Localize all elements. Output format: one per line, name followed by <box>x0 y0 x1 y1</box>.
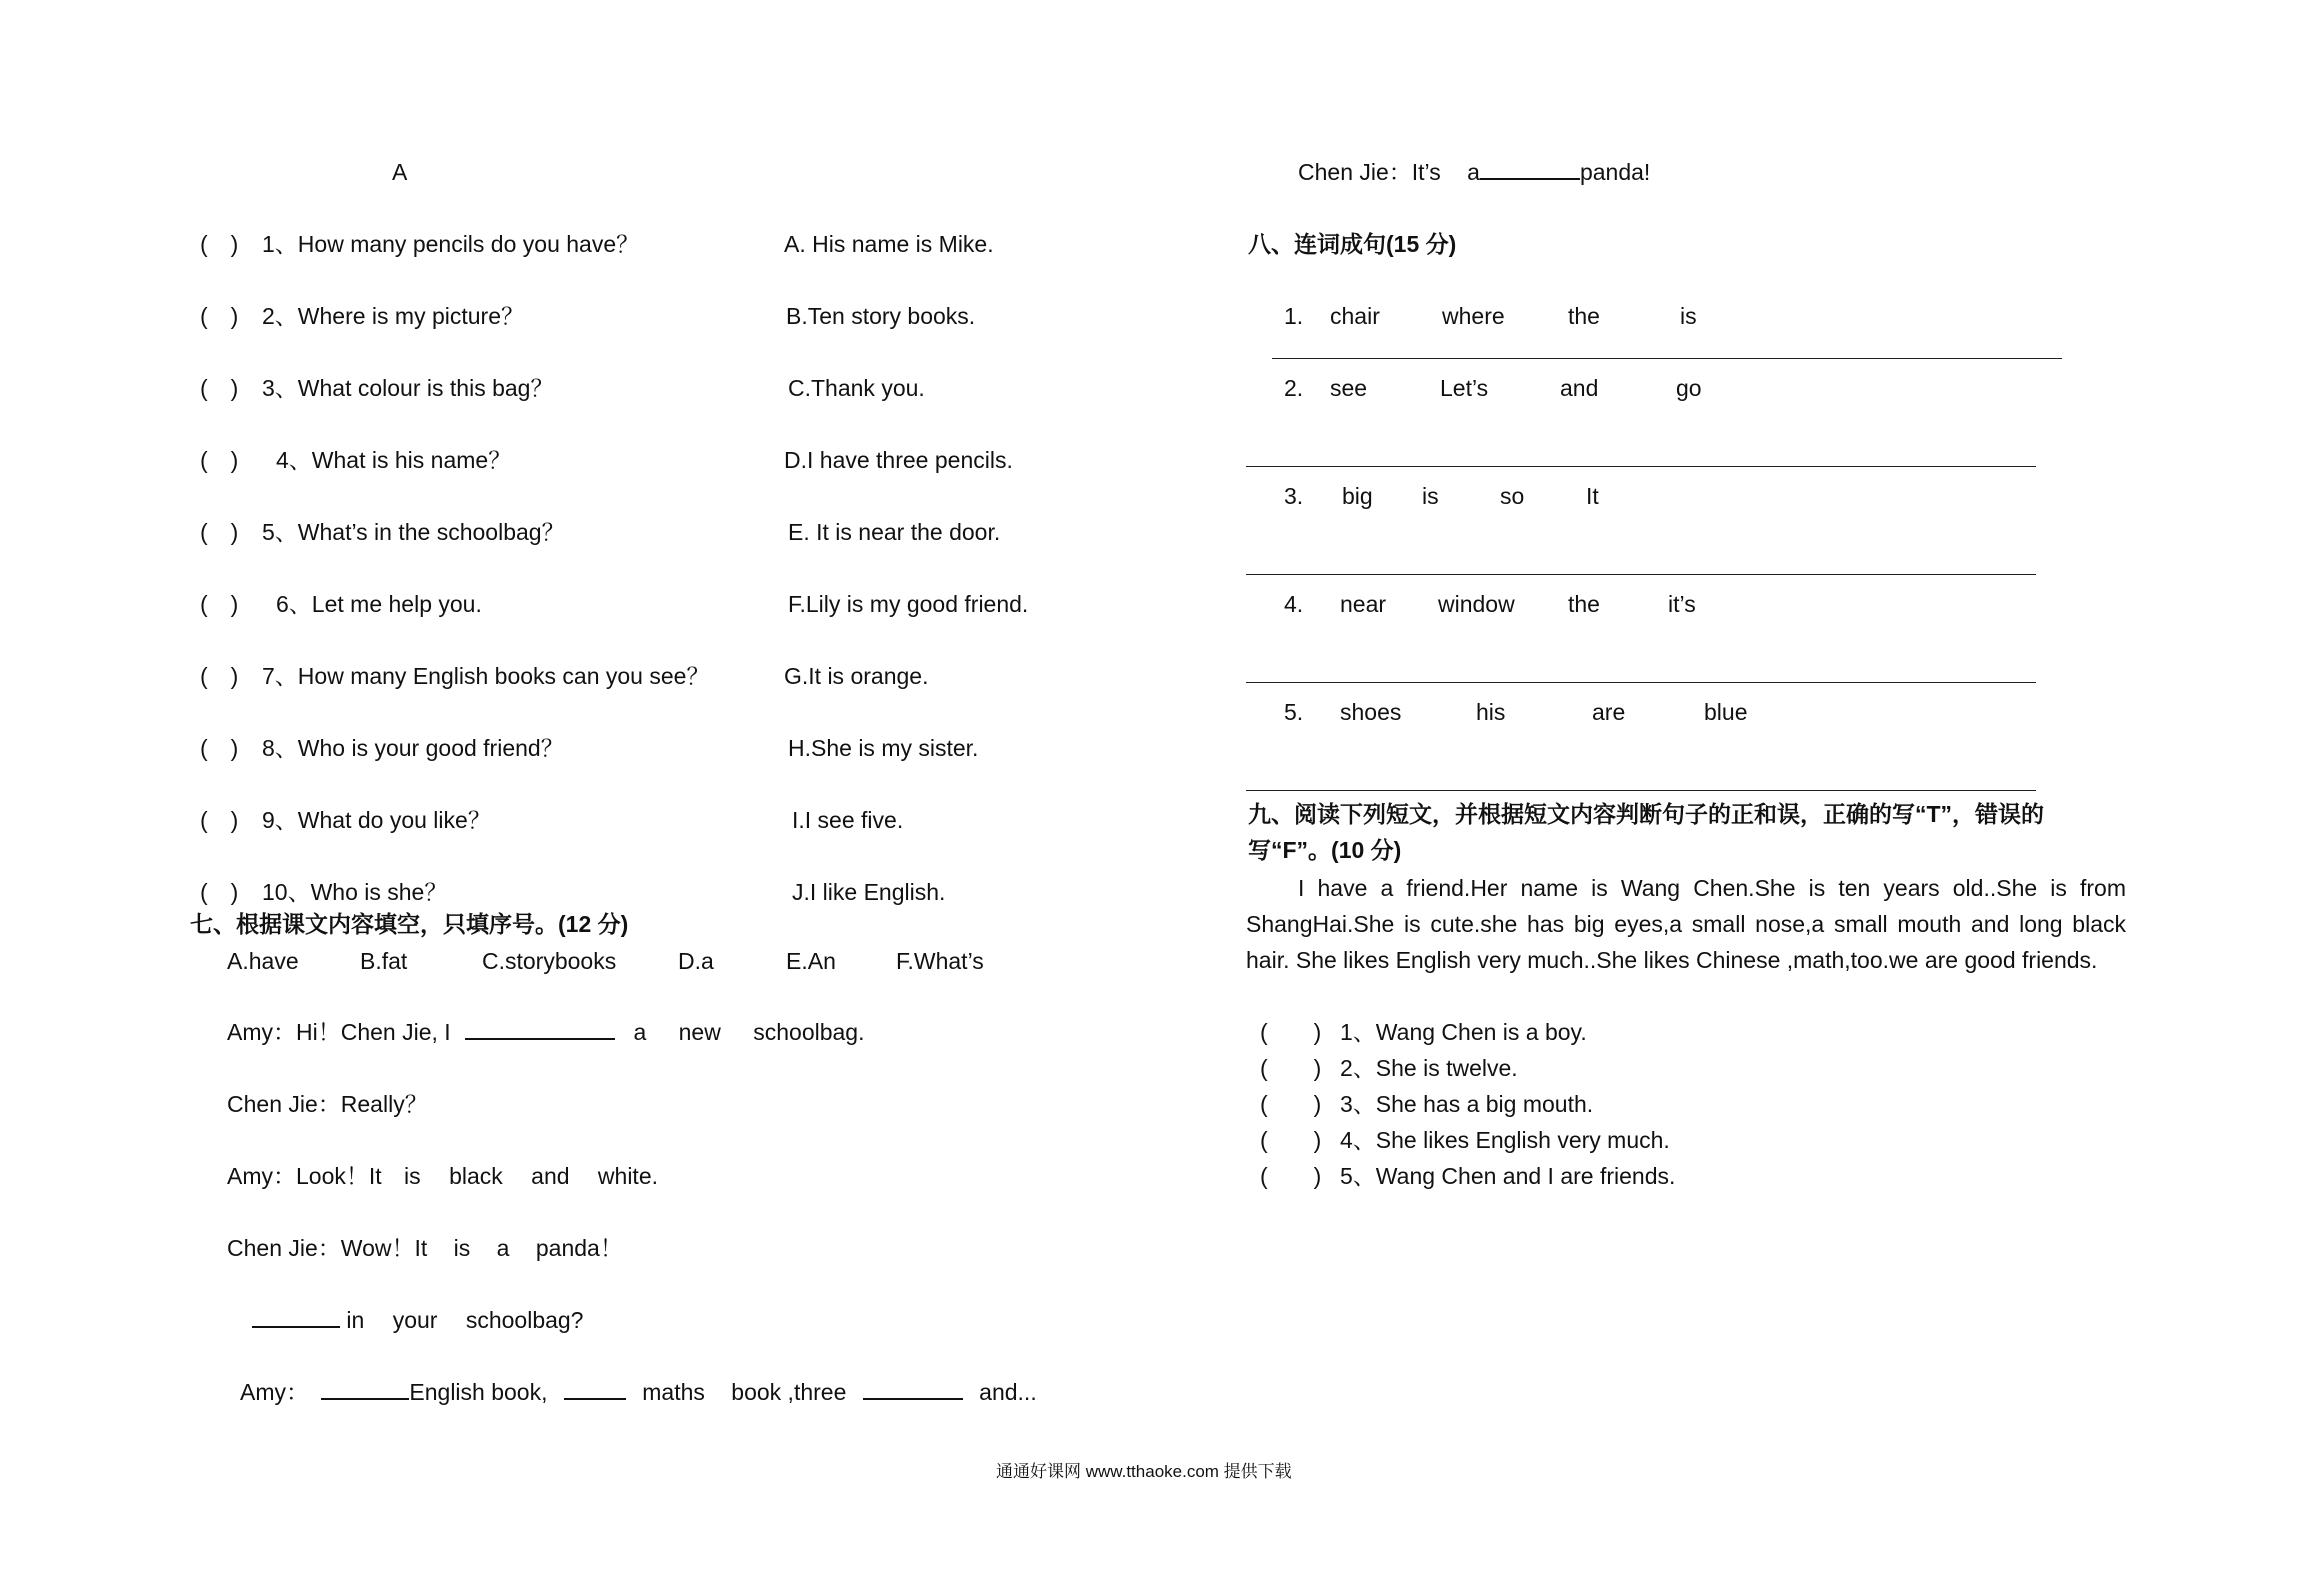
answer-paren[interactable]: ( ) <box>1260 1163 1322 1189</box>
section-7-title: 七、根据课文内容填空，只填序号。(12 分) <box>190 911 629 937</box>
dialog-speaker-text: Amy：Hi！Chen Jie, I <box>227 1019 451 1045</box>
word: window <box>1438 591 1515 617</box>
statement-text: 1、Wang Chen is a boy. <box>1340 1019 1587 1045</box>
word: see <box>1330 375 1368 401</box>
word: it’s <box>1668 591 1696 617</box>
page-footer: 通通好课网 www.tthaoke.com 提供下载 <box>996 1462 1292 1481</box>
fill-blank[interactable] <box>321 1378 409 1400</box>
answer-paren[interactable]: ( ) <box>1260 1091 1322 1117</box>
option-c: C.storybooks <box>482 948 617 974</box>
dialog-word: a <box>1467 159 1480 185</box>
answer-paren[interactable]: ( ) <box>1260 1055 1322 1081</box>
dialog-word: a <box>633 1019 647 1045</box>
dialog-word: Chen Jie：Wow！It <box>227 1235 428 1261</box>
answer-option: A. His name is Mike. <box>784 231 994 257</box>
word: the <box>1568 591 1600 617</box>
word: is <box>1680 303 1697 329</box>
dialog-line <box>252 1306 583 1334</box>
answer-line[interactable] <box>1246 682 2036 683</box>
word: big <box>1342 483 1373 509</box>
dialog-word: and... <box>979 1379 1037 1405</box>
question-text: 1、How many pencils do you have？ <box>262 231 640 257</box>
dialog-word: English book, <box>409 1379 548 1405</box>
dialog-word: panda! <box>1579 159 1651 185</box>
answer-paren[interactable]: ( ) <box>200 807 239 833</box>
item-number: 1. <box>1284 303 1304 329</box>
option-b: B.fat <box>360 948 408 974</box>
dialog-line <box>227 1234 623 1262</box>
dialog-line <box>227 1018 864 1046</box>
dialog-word: book ,three <box>731 1379 847 1405</box>
statement-text: 2、She is twelve. <box>1340 1055 1518 1081</box>
dialog-line <box>227 1162 658 1190</box>
answer-line[interactable] <box>1272 358 2062 359</box>
answer-paren[interactable]: ( ) <box>200 303 239 329</box>
word: is <box>1422 483 1439 509</box>
answer-paren[interactable]: ( ) <box>200 591 239 617</box>
item-number: 4. <box>1284 591 1304 617</box>
dialog-word: schoolbag? <box>465 1307 584 1333</box>
answer-paren[interactable]: ( ) <box>1260 1019 1322 1045</box>
option-d: D.a <box>678 948 714 974</box>
column-a-label: A <box>392 159 408 185</box>
answer-paren[interactable]: ( ) <box>200 879 239 905</box>
fill-blank[interactable] <box>863 1378 963 1400</box>
answer-paren[interactable]: ( ) <box>200 375 239 401</box>
section-8-title: 八、连词成句(15 分) <box>1248 231 1457 257</box>
question-text: 5、What’s in the schoolbag？ <box>262 519 565 545</box>
answer-paren[interactable]: ( ) <box>200 231 239 257</box>
dialog-word: white. <box>597 1163 659 1189</box>
statement-text: 5、Wang Chen and I are friends. <box>1340 1163 1676 1189</box>
answer-paren[interactable]: ( ) <box>1260 1127 1322 1153</box>
answer-paren[interactable]: ( ) <box>200 735 239 761</box>
question-text: 4、What is his name？ <box>276 447 512 473</box>
word: the <box>1568 303 1600 329</box>
answer-line[interactable] <box>1246 466 2036 467</box>
word: where <box>1442 303 1505 329</box>
word: shoes <box>1340 699 1402 725</box>
dialog-word: Amy：Look！It <box>227 1163 382 1189</box>
statement-text: 3、She has a big mouth. <box>1340 1091 1594 1117</box>
word: Let’s <box>1440 375 1489 401</box>
word: his <box>1476 699 1506 725</box>
fill-blank[interactable] <box>465 1018 615 1040</box>
answer-paren[interactable]: ( ) <box>200 519 239 545</box>
answer-option: G.It is orange. <box>784 663 929 689</box>
question-text: 2、Where is my picture？ <box>262 303 525 329</box>
question-text: 10、Who is she？ <box>262 879 448 905</box>
word: go <box>1676 375 1702 401</box>
section-9-title: 九、阅读下列短文，并根据短文内容判断句子的正和误，正确的写“T”，错误的 <box>1248 801 2045 827</box>
dialog-word: a <box>496 1235 510 1261</box>
word: are <box>1592 699 1626 725</box>
word: near <box>1340 591 1387 617</box>
item-number: 3. <box>1284 483 1304 509</box>
dialog-word: is <box>404 1163 421 1189</box>
option-e: E.An <box>786 948 836 974</box>
word: It <box>1586 483 1599 509</box>
word: blue <box>1704 699 1748 725</box>
fill-blank[interactable] <box>252 1306 340 1328</box>
answer-paren[interactable]: ( ) <box>200 663 239 689</box>
answer-option: C.Thank you. <box>788 375 925 401</box>
dialog-word: in <box>346 1307 365 1333</box>
section-9-title-cont: 写“F”。(10 分) <box>1248 837 1402 863</box>
dialog-word: panda！ <box>535 1235 623 1261</box>
question-text: 3、What colour is this bag？ <box>262 375 554 401</box>
answer-line[interactable] <box>1246 790 2036 791</box>
answer-paren[interactable]: ( ) <box>200 447 239 473</box>
answer-option: E. It is near the door. <box>788 519 1001 545</box>
answer-option: B.Ten story books. <box>786 303 976 329</box>
dialog-word: new <box>678 1019 721 1045</box>
answer-option: F.Lily is my good friend. <box>788 591 1029 617</box>
dialog-speaker-text: Amy： <box>240 1379 309 1405</box>
dialog-word: and <box>531 1163 570 1189</box>
dialog-line <box>240 1378 1037 1406</box>
dialog-word: maths <box>642 1379 705 1405</box>
question-text: 6、Let me help you. <box>276 591 482 617</box>
fill-blank[interactable] <box>564 1378 626 1400</box>
dialog-line: Chen Jie：Really？ <box>227 1091 428 1117</box>
question-text: 8、Who is your good friend？ <box>262 735 564 761</box>
item-number: 5. <box>1284 699 1304 725</box>
item-number: 2. <box>1284 375 1304 401</box>
answer-line[interactable] <box>1246 574 2036 575</box>
statement-text: 4、She likes English very much. <box>1340 1127 1670 1153</box>
question-text: 7、How many English books can you see？ <box>262 663 710 689</box>
answer-option: H.She is my sister. <box>788 735 979 761</box>
dialog-word: black <box>449 1163 503 1189</box>
question-text: 9、What do you like？ <box>262 807 491 833</box>
word: chair <box>1330 303 1380 329</box>
reading-passage: I have a friend.Her name is Wang Chen.She is ten years old..She is from ShangHai.She is cute.she has big eyes,a small nose,a small mouth and long black hair. She likes English very much..She likes Chinese ,math,too.we are good friends. <box>1246 875 2126 973</box>
fill-blank[interactable] <box>1480 158 1580 180</box>
answer-option: J.I like English. <box>792 879 946 905</box>
dialog-line <box>1298 158 1650 186</box>
word: so <box>1500 483 1525 509</box>
answer-option: I.I see five. <box>792 807 904 833</box>
word: and <box>1560 375 1599 401</box>
answer-option: D.I have three pencils. <box>784 447 1013 473</box>
option-f: F.What’s <box>896 948 984 974</box>
dialog-word: schoolbag. <box>753 1019 865 1045</box>
option-a: A.have <box>227 948 299 974</box>
dialog-word: is <box>453 1235 471 1261</box>
dialog-speaker-text: Chen Jie：It’s <box>1298 159 1441 185</box>
dialog-word: your <box>392 1307 438 1333</box>
